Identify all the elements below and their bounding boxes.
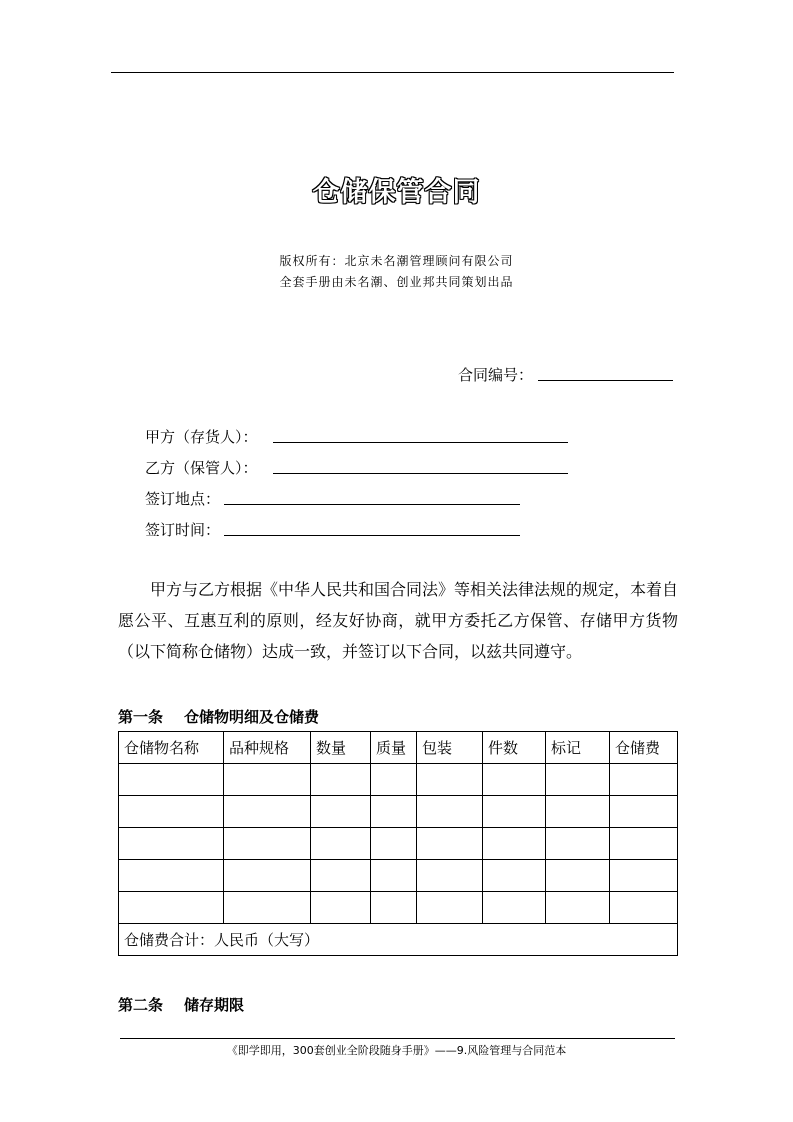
table-cell [224,892,311,924]
party-b-label: 乙方（保管人）： [145,459,258,477]
sign-place-label: 签订地点： [145,490,221,508]
table-row [119,892,678,924]
header-cell-marking: 标记 [546,732,610,764]
section-2-title: 储存期限 [184,996,245,1014]
copyright-line-2: 全套手册由未名潮、创业邦共同策划出品 [279,275,514,289]
table-cell [483,892,546,924]
table-cell [546,796,610,828]
table-cell [119,796,224,828]
table-cell [119,860,224,892]
footer-text: 《即学即用，300套创业全阶段随身手册》——9.风险管理与合同范本 [226,1044,567,1057]
table-cell [311,860,371,892]
header-cell-packaging: 包装 [417,732,483,764]
section-2-heading [118,994,244,1015]
table-cell [311,828,371,860]
table-cell [371,892,417,924]
table-cell [483,860,546,892]
table-cell [417,860,483,892]
table-row [119,828,678,860]
sign-time-blank [224,535,520,536]
table-cell [546,860,610,892]
table-cell [417,892,483,924]
table-cell [610,892,678,924]
footer-rule [120,1038,675,1039]
table-cell [546,764,610,796]
party-b-blank [273,473,568,474]
table-cell [119,828,224,860]
table-cell [224,764,311,796]
table-cell [371,828,417,860]
table-total-row [119,924,678,956]
header-cell-fee: 仓储费 [610,732,678,764]
table-row [119,860,678,892]
table-cell [417,796,483,828]
table-cell [610,828,678,860]
table-cell [224,860,311,892]
storage-goods-table [118,731,678,956]
party-a-label: 甲方（存货人）： [145,428,258,446]
section-1-heading [118,706,319,727]
header-rule [111,72,674,73]
table-cell [371,796,417,828]
table-cell [371,764,417,796]
header-cell-name: 仓储物名称 [119,732,224,764]
section-1-number: 第一条 [118,708,164,726]
total-fee-label: 仓储费合计：人民币（大写） [119,924,678,956]
section-1-title: 仓储物明细及仓储费 [184,708,320,726]
table-cell [119,892,224,924]
table-row [119,764,678,796]
section-2-number: 第二条 [118,996,164,1014]
header-cell-quality: 质量 [371,732,417,764]
copyright-line-1: 版权所有：北京未名潮管理顾问有限公司 [279,254,514,268]
table-cell [483,828,546,860]
table-cell [417,828,483,860]
contract-no-blank [538,380,673,381]
sign-time-label: 签订时间： [145,521,221,539]
header-cell-pieces: 件数 [483,732,546,764]
document-title: 仓储保管合同 [312,177,481,208]
contract-no-label: 合同编号： [458,366,534,384]
sign-place-blank [224,504,520,505]
table-row [119,796,678,828]
table-cell [483,764,546,796]
party-a-blank [273,442,568,443]
header-cell-spec: 品种规格 [224,732,311,764]
table-cell [311,796,371,828]
table-cell [224,828,311,860]
table-cell [546,828,610,860]
table-cell [610,860,678,892]
table-cell [119,764,224,796]
table-cell [224,796,311,828]
table-cell [311,892,371,924]
table-cell [546,892,610,924]
table-cell [417,764,483,796]
intro-paragraph: 甲方与乙方根据《中华人民共和国合同法》等相关法律法规的规定，本着自愿公平、互惠互利的原则，经友好协商，就甲方委托乙方保管、存储甲方货物（以下简称仓储物）达成一致，并签订以下合同，以兹共同遵守。 [118,580,679,661]
table-cell [371,860,417,892]
table-cell [483,796,546,828]
table-cell [610,796,678,828]
table-cell [311,764,371,796]
header-cell-quantity: 数量 [311,732,371,764]
table-cell [610,764,678,796]
table-header-row [119,732,678,764]
